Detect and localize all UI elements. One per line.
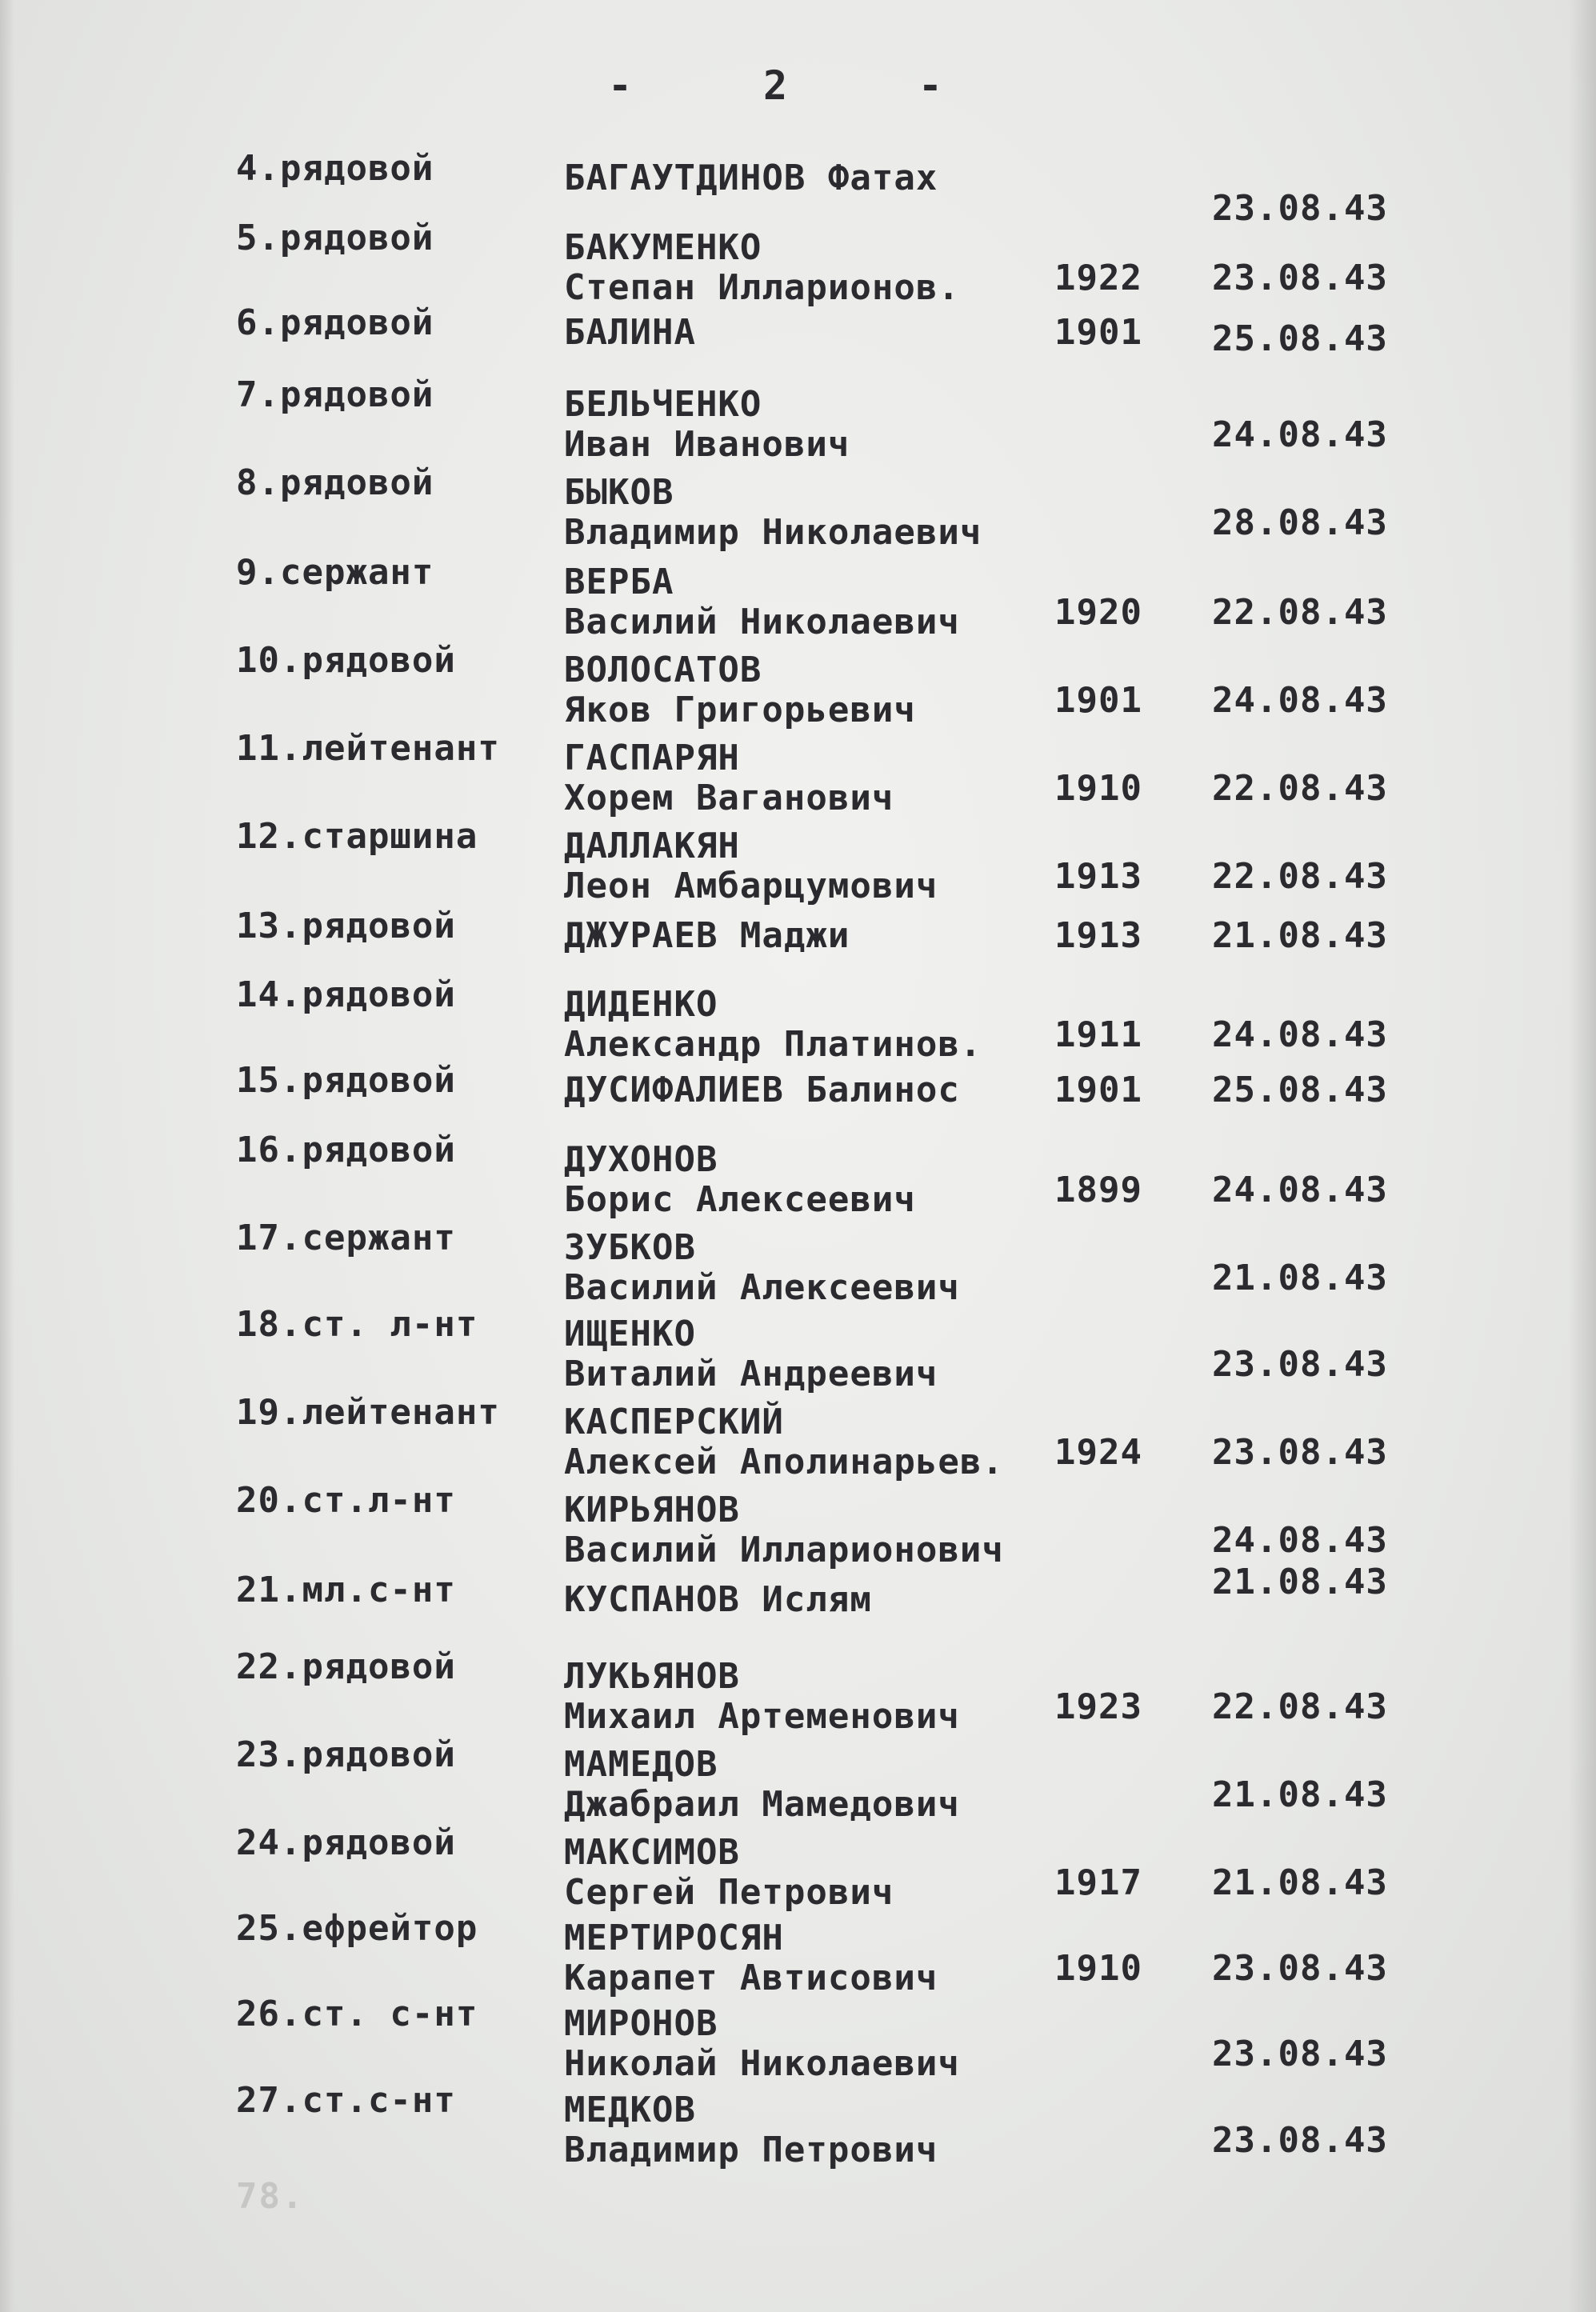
entry-birth-year: 1911 [1054,1014,1142,1055]
entry-surname: БАКУМЕНКО [564,227,762,268]
entry-date: 21.08.43 [1212,915,1388,956]
entry-given-name: Сергей Петрович [564,1872,894,1913]
page-number-value: 2 [762,62,790,109]
entry-number-rank: 7.рядовой [236,374,434,415]
entry-number-rank: 10.рядовой [236,640,456,681]
entry-number-rank: 25.ефрейтор [236,1908,478,1949]
entry-number-rank: 6.рядовой [236,302,434,343]
entry-surname: ДАЛЛАКЯН [564,826,740,866]
entry-surname: КИРЬЯНОВ [564,1490,740,1530]
list-entry [0,1480,1596,1568]
entry-given-name: Виталий Андреевич [564,1354,938,1394]
list-entry [0,1218,1596,1306]
entry-number-rank: 9.сержант [236,552,434,593]
entry-number-rank: 21.мл.с-нт [236,1570,456,1610]
entry-date: 24.08.43 [1212,1170,1388,1210]
entry-given-name: Иван Иванович [564,424,850,465]
entry-surname: МИРОНОВ [564,2003,718,2044]
entry-surname: МАКСИМОВ [564,1832,740,1873]
entry-date: 23.08.43 [1212,1948,1388,1989]
entry-surname: ЛУКЬЯНОВ [564,1656,740,1697]
entry-given-name: Степан Илларионов. [564,267,960,308]
list-entry [0,640,1596,728]
entry-given-name: Александр Платинов. [564,1024,982,1065]
entry-number-rank: 8.рядовой [236,462,434,503]
entry-date: 21.08.43 [1212,1862,1388,1903]
entry-surname: ГАСПАРЯН [564,738,740,778]
entry-date: 23.08.43 [1212,2120,1388,2161]
entry-date: 24.08.43 [1212,680,1388,721]
entry-surname: КУСПАНОВ Ислям [564,1579,872,1620]
entry-date: 23.08.43 [1212,2034,1388,2074]
list-entry [0,728,1596,816]
faint-handwritten-mark: 78. [236,2176,305,2217]
list-entry [0,1908,1596,1996]
entry-number-rank: 12.старшина [236,816,478,857]
list-entry [0,974,1596,1065]
entry-given-name: Михаил Артеменович [564,1696,960,1737]
entry-given-name: Василий Николаевич [564,602,960,642]
entry-given-name: Яков Григорьевич [564,690,916,730]
entry-given-name: Хорем Ваганович [564,778,894,818]
entry-date: 23.08.43 [1212,1344,1388,1385]
entry-number-rank: 13.рядовой [236,906,456,946]
entry-birth-year: 1923 [1054,1686,1142,1727]
entry-number-rank: 11.лейтенант [236,728,500,769]
entry-number-rank: 15.рядовой [236,1060,456,1101]
entry-number-rank: 24.рядовой [236,1822,456,1863]
entry-date: 22.08.43 [1212,768,1388,809]
entry-surname: ДИДЕНКО [564,984,718,1025]
entry-number-rank: 4.рядовой [236,148,434,189]
list-entry [0,218,1596,306]
entry-given-name: Николай Николаевич [564,2043,960,2084]
entry-surname: БЫКОВ [564,472,674,513]
entry-surname: ДУХОНОВ [564,1139,718,1180]
entry-surname: МАМЕДОВ [564,1744,718,1785]
entry-birth-year: 1910 [1054,1948,1142,1989]
page-number [608,62,944,109]
list-entry [0,1304,1596,1392]
entry-date: 24.08.43 [1212,414,1388,455]
entry-surname: МЕДКОВ [564,2090,696,2130]
entry-birth-year: 1910 [1054,768,1142,809]
entry-date: 22.08.43 [1212,1686,1388,1727]
entry-surname: ДУСИФАЛИЕВ Балинос [564,1070,960,1110]
list-entry [0,2080,1596,2168]
entry-surname: БАГАУТДИНОВ Фатах [564,158,938,198]
entry-surname: ВЕРБА [564,562,674,602]
entry-date: 23.08.43 [1212,258,1388,298]
page-number-dash-right: - [918,62,944,109]
entry-birth-year: 1901 [1054,1070,1142,1110]
entry-given-name: Василий Алексеевич [564,1267,960,1308]
entry-number-rank: 5.рядовой [236,218,434,258]
entry-number-rank: 18.ст. л-нт [236,1304,478,1345]
entry-date: 23.08.43 [1212,1432,1388,1473]
entry-date: 23.08.43 [1212,188,1388,229]
list-entry [0,1734,1596,1825]
entry-birth-year: 1917 [1054,1862,1142,1903]
entry-number-rank: 19.лейтенант [236,1392,500,1433]
list-entry [0,816,1596,904]
entry-number-rank: 16.рядовой [236,1130,456,1170]
entry-surname: БЕЛЬЧЕНКО [564,384,762,425]
entry-birth-year: 1913 [1054,856,1142,897]
entry-given-name: Борис Алексеевич [564,1179,916,1220]
entry-number-rank: 26.ст. с-нт [236,1994,478,2034]
entry-birth-year: 1899 [1054,1170,1142,1210]
entry-given-name: Леон Амбарцумович [564,866,938,906]
entry-date: 25.08.43 [1212,318,1388,359]
entry-birth-year: 1924 [1054,1432,1142,1473]
entry-number-rank: 17.сержант [236,1218,456,1258]
list-entry [0,1646,1596,1737]
entry-given-name: Карапет Автисович [564,1958,938,1998]
entry-birth-year: 1901 [1054,312,1142,353]
entry-surname: ВОЛОСАТОВ [564,650,762,690]
entry-date: 21.08.43 [1212,1562,1388,1602]
entry-surname: ДЖУРАЕВ Маджи [564,915,850,956]
entry-date: 24.08.43 [1212,1014,1388,1055]
entry-surname: КАСПЕРСКИЙ [564,1402,784,1442]
list-entry [0,1822,1596,1913]
entry-date: 22.08.43 [1212,856,1388,897]
entry-number-rank: 20.ст.л-нт [236,1480,456,1521]
entry-birth-year: 1901 [1054,680,1142,721]
entry-surname: БАЛИНА [564,312,696,353]
entry-date: 22.08.43 [1212,592,1388,633]
list-entry [0,1562,1596,1658]
list-entry [0,374,1596,465]
entry-surname: МЕРТИРОСЯН [564,1918,784,1958]
entry-date: 28.08.43 [1212,502,1388,543]
entry-given-name: Джабраил Мамедович [564,1784,960,1825]
entry-given-name: Василий Илларионович [564,1530,1004,1570]
page-number-dash-left: - [608,62,634,109]
entry-date: 25.08.43 [1212,1070,1388,1110]
entry-surname: ИЩЕНКО [564,1314,696,1354]
entry-number-rank: 27.ст.с-нт [236,2080,456,2121]
list-entry [0,552,1596,640]
list-entry [0,1392,1596,1480]
entry-given-name: Владимир Николаевич [564,512,982,553]
list-entry [0,1130,1596,1218]
entry-number-rank: 22.рядовой [236,1646,456,1687]
list-entry [0,462,1596,553]
entry-birth-year: 1920 [1054,592,1142,633]
entry-given-name: Владимир Петрович [564,2130,938,2170]
entry-date: 21.08.43 [1212,1774,1388,1815]
list-entry [0,1994,1596,2082]
entry-birth-year: 1922 [1054,258,1142,298]
entry-date: 21.08.43 [1212,1258,1388,1298]
entry-given-name: Алексей Аполинарьев. [564,1442,1004,1482]
entry-date: 24.08.43 [1212,1520,1388,1561]
entry-birth-year: 1913 [1054,915,1142,956]
entry-number-rank: 23.рядовой [236,1734,456,1775]
entry-number-rank: 14.рядовой [236,974,456,1015]
entry-surname: ЗУБКОВ [564,1227,696,1268]
